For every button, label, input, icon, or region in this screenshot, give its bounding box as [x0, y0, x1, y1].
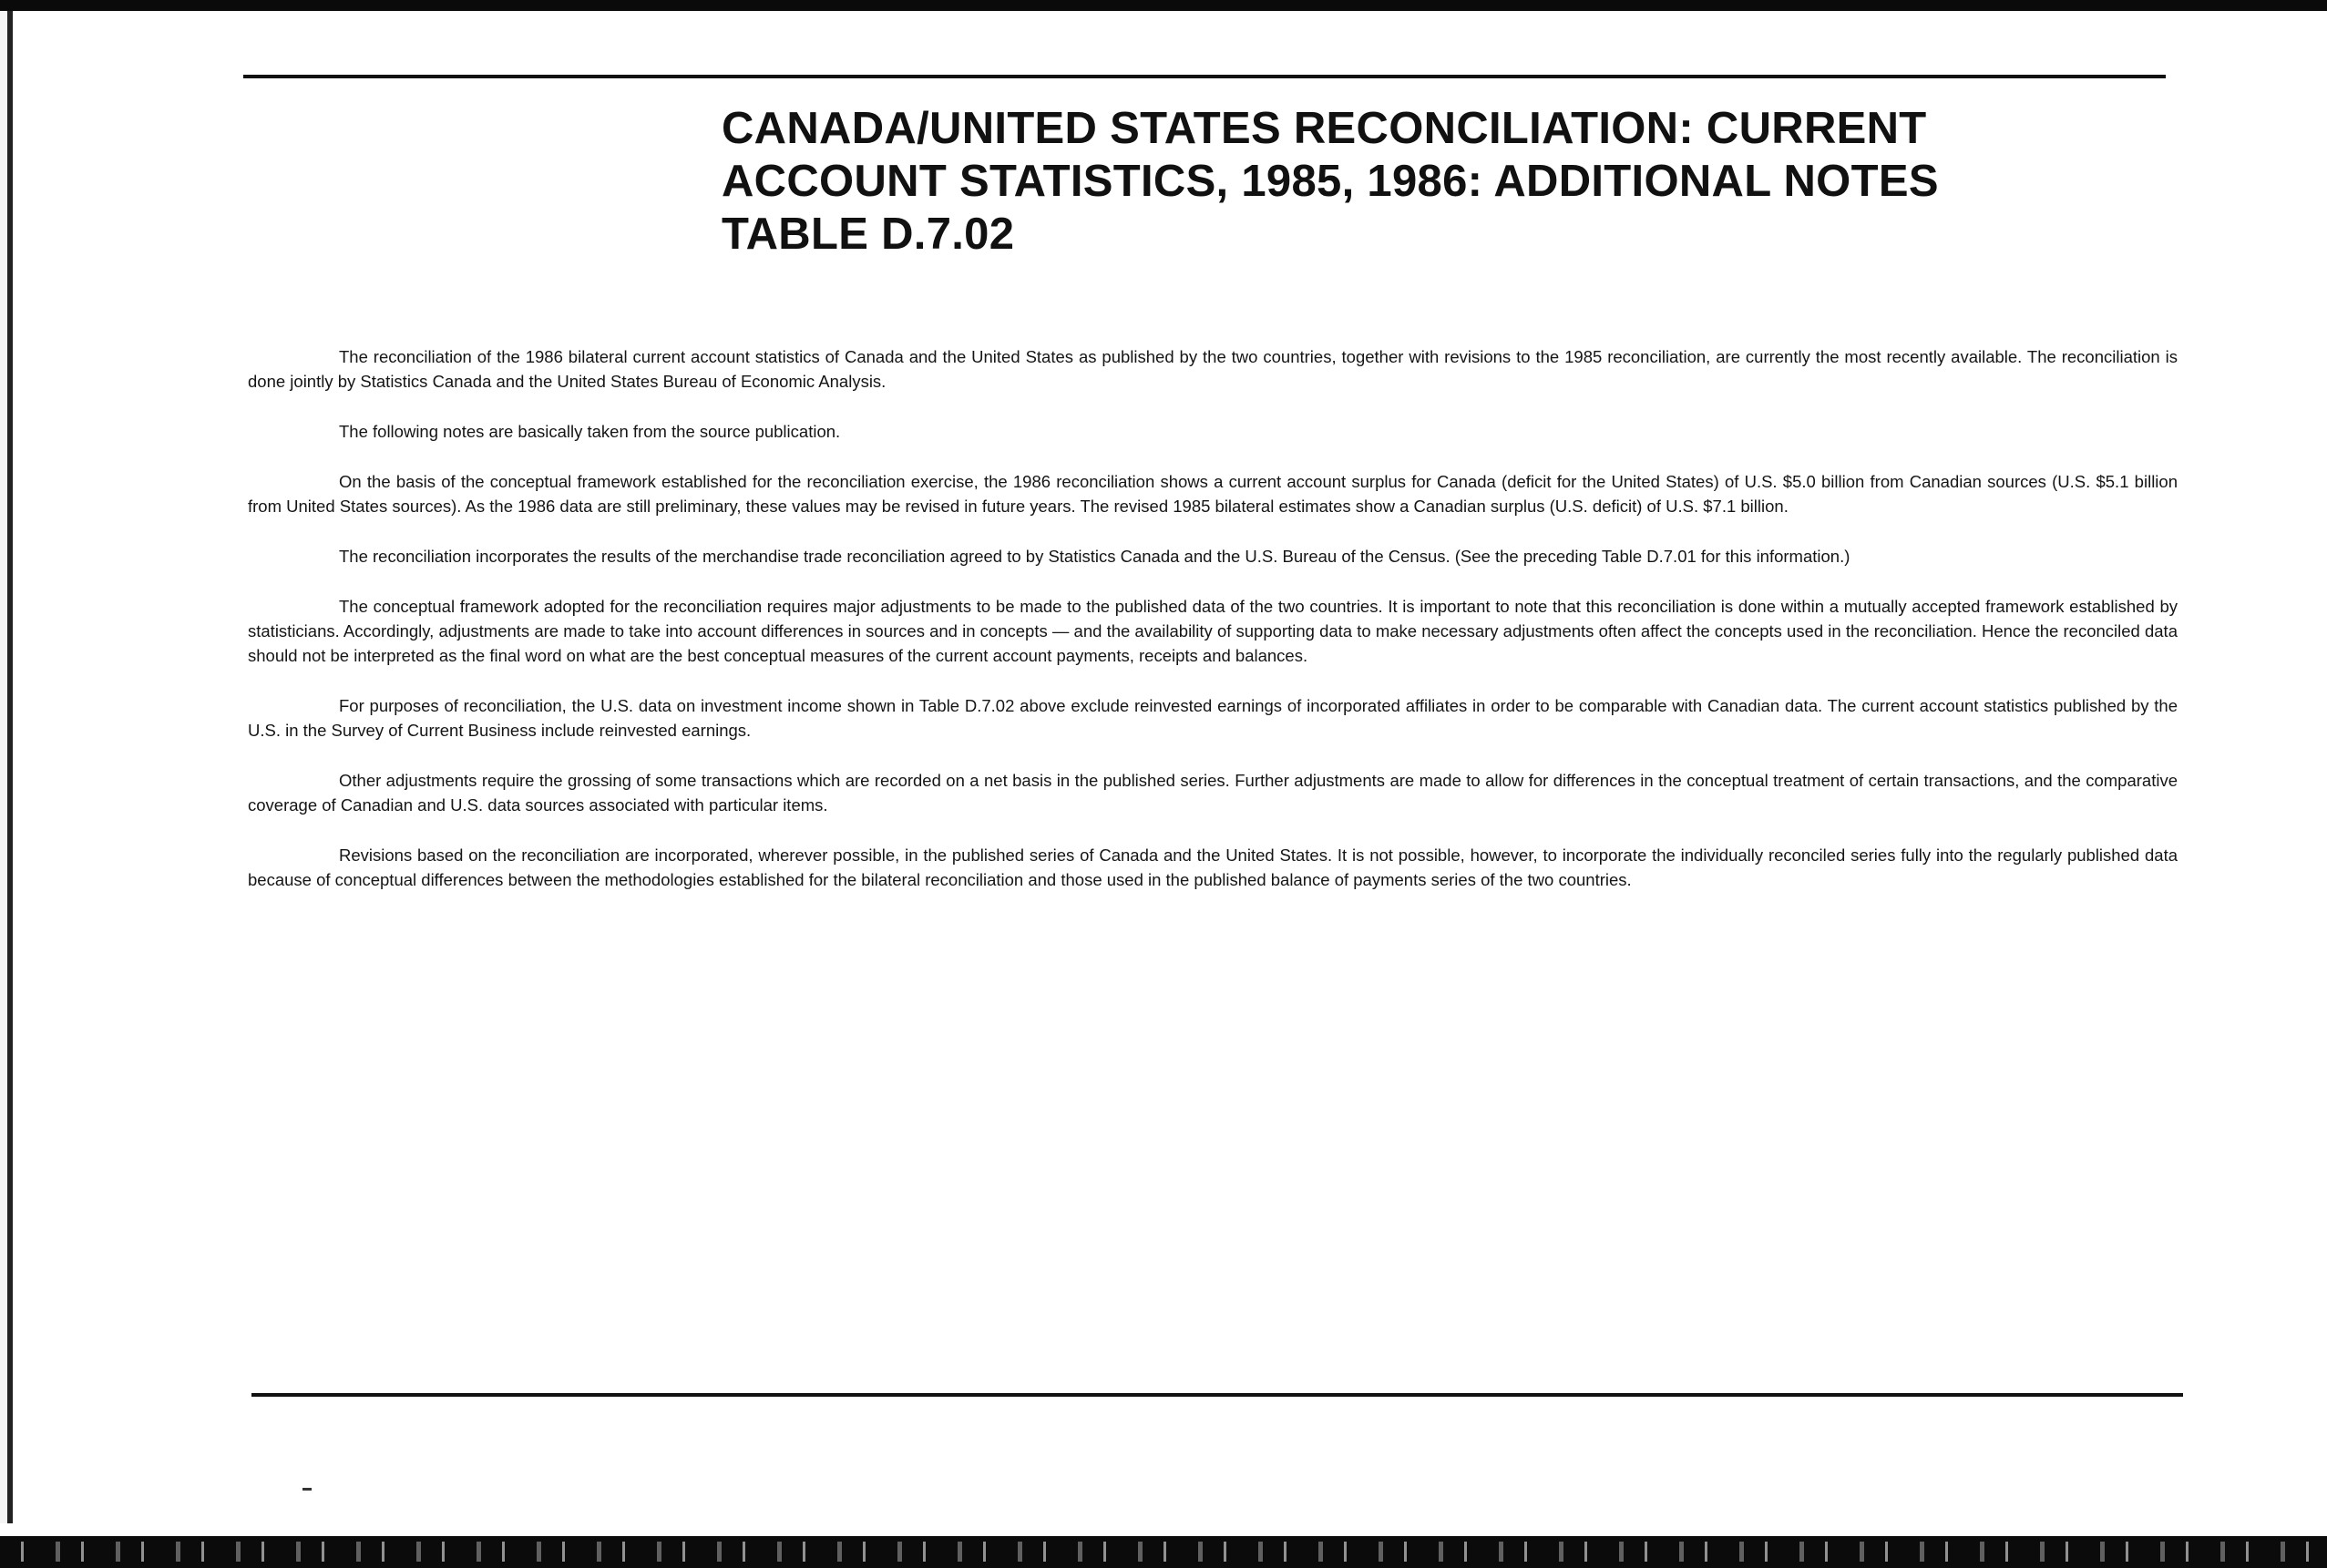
paragraph-conceptual-framework: The conceptual framework adopted for the reconciliation requires major adjustments to be made to the published data of the two countries. It is important to note that this reconciliation is done within a mutually accepted framework established by statisticians. Accordingly, adjustments are made to take into account differences in sources and in concepts — and the availability of supporting data to make necessary adjustments often affect the concepts used in the reconciliation. Hence the reconciled data should not be interpreted as the final word on what are the best conceptual measures of the current account payments, receipts and balances. — [248, 597, 2178, 665]
paragraph-investment-income: For purposes of reconciliation, the U.S. data on investment income shown in Table D.7.02 above exclude reinvested earnings of incorporated affiliates in order to be comparable with Canadian data. The current account statistics published by the U.S. in the Survey of Current Business include reinvested earnings. — [248, 696, 2178, 740]
title-line-1: CANADA/UNITED STATES RECONCILIATION: CURRENT — [722, 104, 1927, 153]
paragraph-other-adjustments: Other adjustments require the grossing of some transactions which are recorded on a net basis in the published series. Further adjustments are made to allow for differences in the conceptual treatment of certain transactions, and the comparative coverage of Canadian and U.S. data sources associated with particular items. — [248, 771, 2178, 815]
paragraph-source-note: The following notes are basically taken from the source publication. — [339, 422, 841, 441]
bottom-rule — [251, 1393, 2183, 1397]
notes-body — [248, 344, 2178, 917]
paragraph-current-account-surplus: On the basis of the conceptual framework established for the reconciliation exercise, the 1986 reconciliation shows a current account surplus for Canada (deficit for the United States) of U.S. $5.0 billion from Canadian sources (U.S. $5.1 billion from United States sources). As the 1986 data are still preliminary, these values may be revised in future years. The revised 1985 bilateral estimates show a Canadian surplus (U.S. deficit) of U.S. $7.1 billion. — [248, 472, 2178, 516]
top-rule — [243, 75, 2166, 78]
scan-left-edge — [0, 11, 20, 1523]
title-line-2: ACCOUNT STATISTICS, 1985, 1986: ADDITIONAL NOTES — [722, 157, 1939, 206]
title-line-3: TABLE D.7.02 — [722, 210, 1015, 259]
page-title — [722, 102, 2143, 261]
paragraph-revisions: Revisions based on the reconciliation are incorporated, wherever possible, in the published series of Canada and the United States. It is not possible, however, to incorporate the individually reconciled series fully into the regularly published data because of conceptual differences between the methodologies established for the bilateral reconciliation and those used in the published balance of payments series of the two countries. — [248, 845, 2178, 889]
scan-top-edge — [0, 0, 2327, 11]
paragraph-merchandise-trade: The reconciliation incorporates the results of the merchandise trade reconciliation agreed to by Statistics Canada and the U.S. Bureau of the Census. (See the preceding Table D.7.01 for this information.) — [339, 547, 1850, 566]
paragraph-reconciliation-intro: The reconciliation of the 1986 bilateral current account statistics of Canada and the United States as published by the two countries, together with revisions to the 1985 reconciliation, are currently the most recently available. The reconciliation is done jointly by Statistics Canada and the United States Bureau of Economic Analysis. — [248, 347, 2178, 391]
scan-speck — [302, 1488, 312, 1491]
scan-bottom-noise — [0, 1542, 2327, 1562]
